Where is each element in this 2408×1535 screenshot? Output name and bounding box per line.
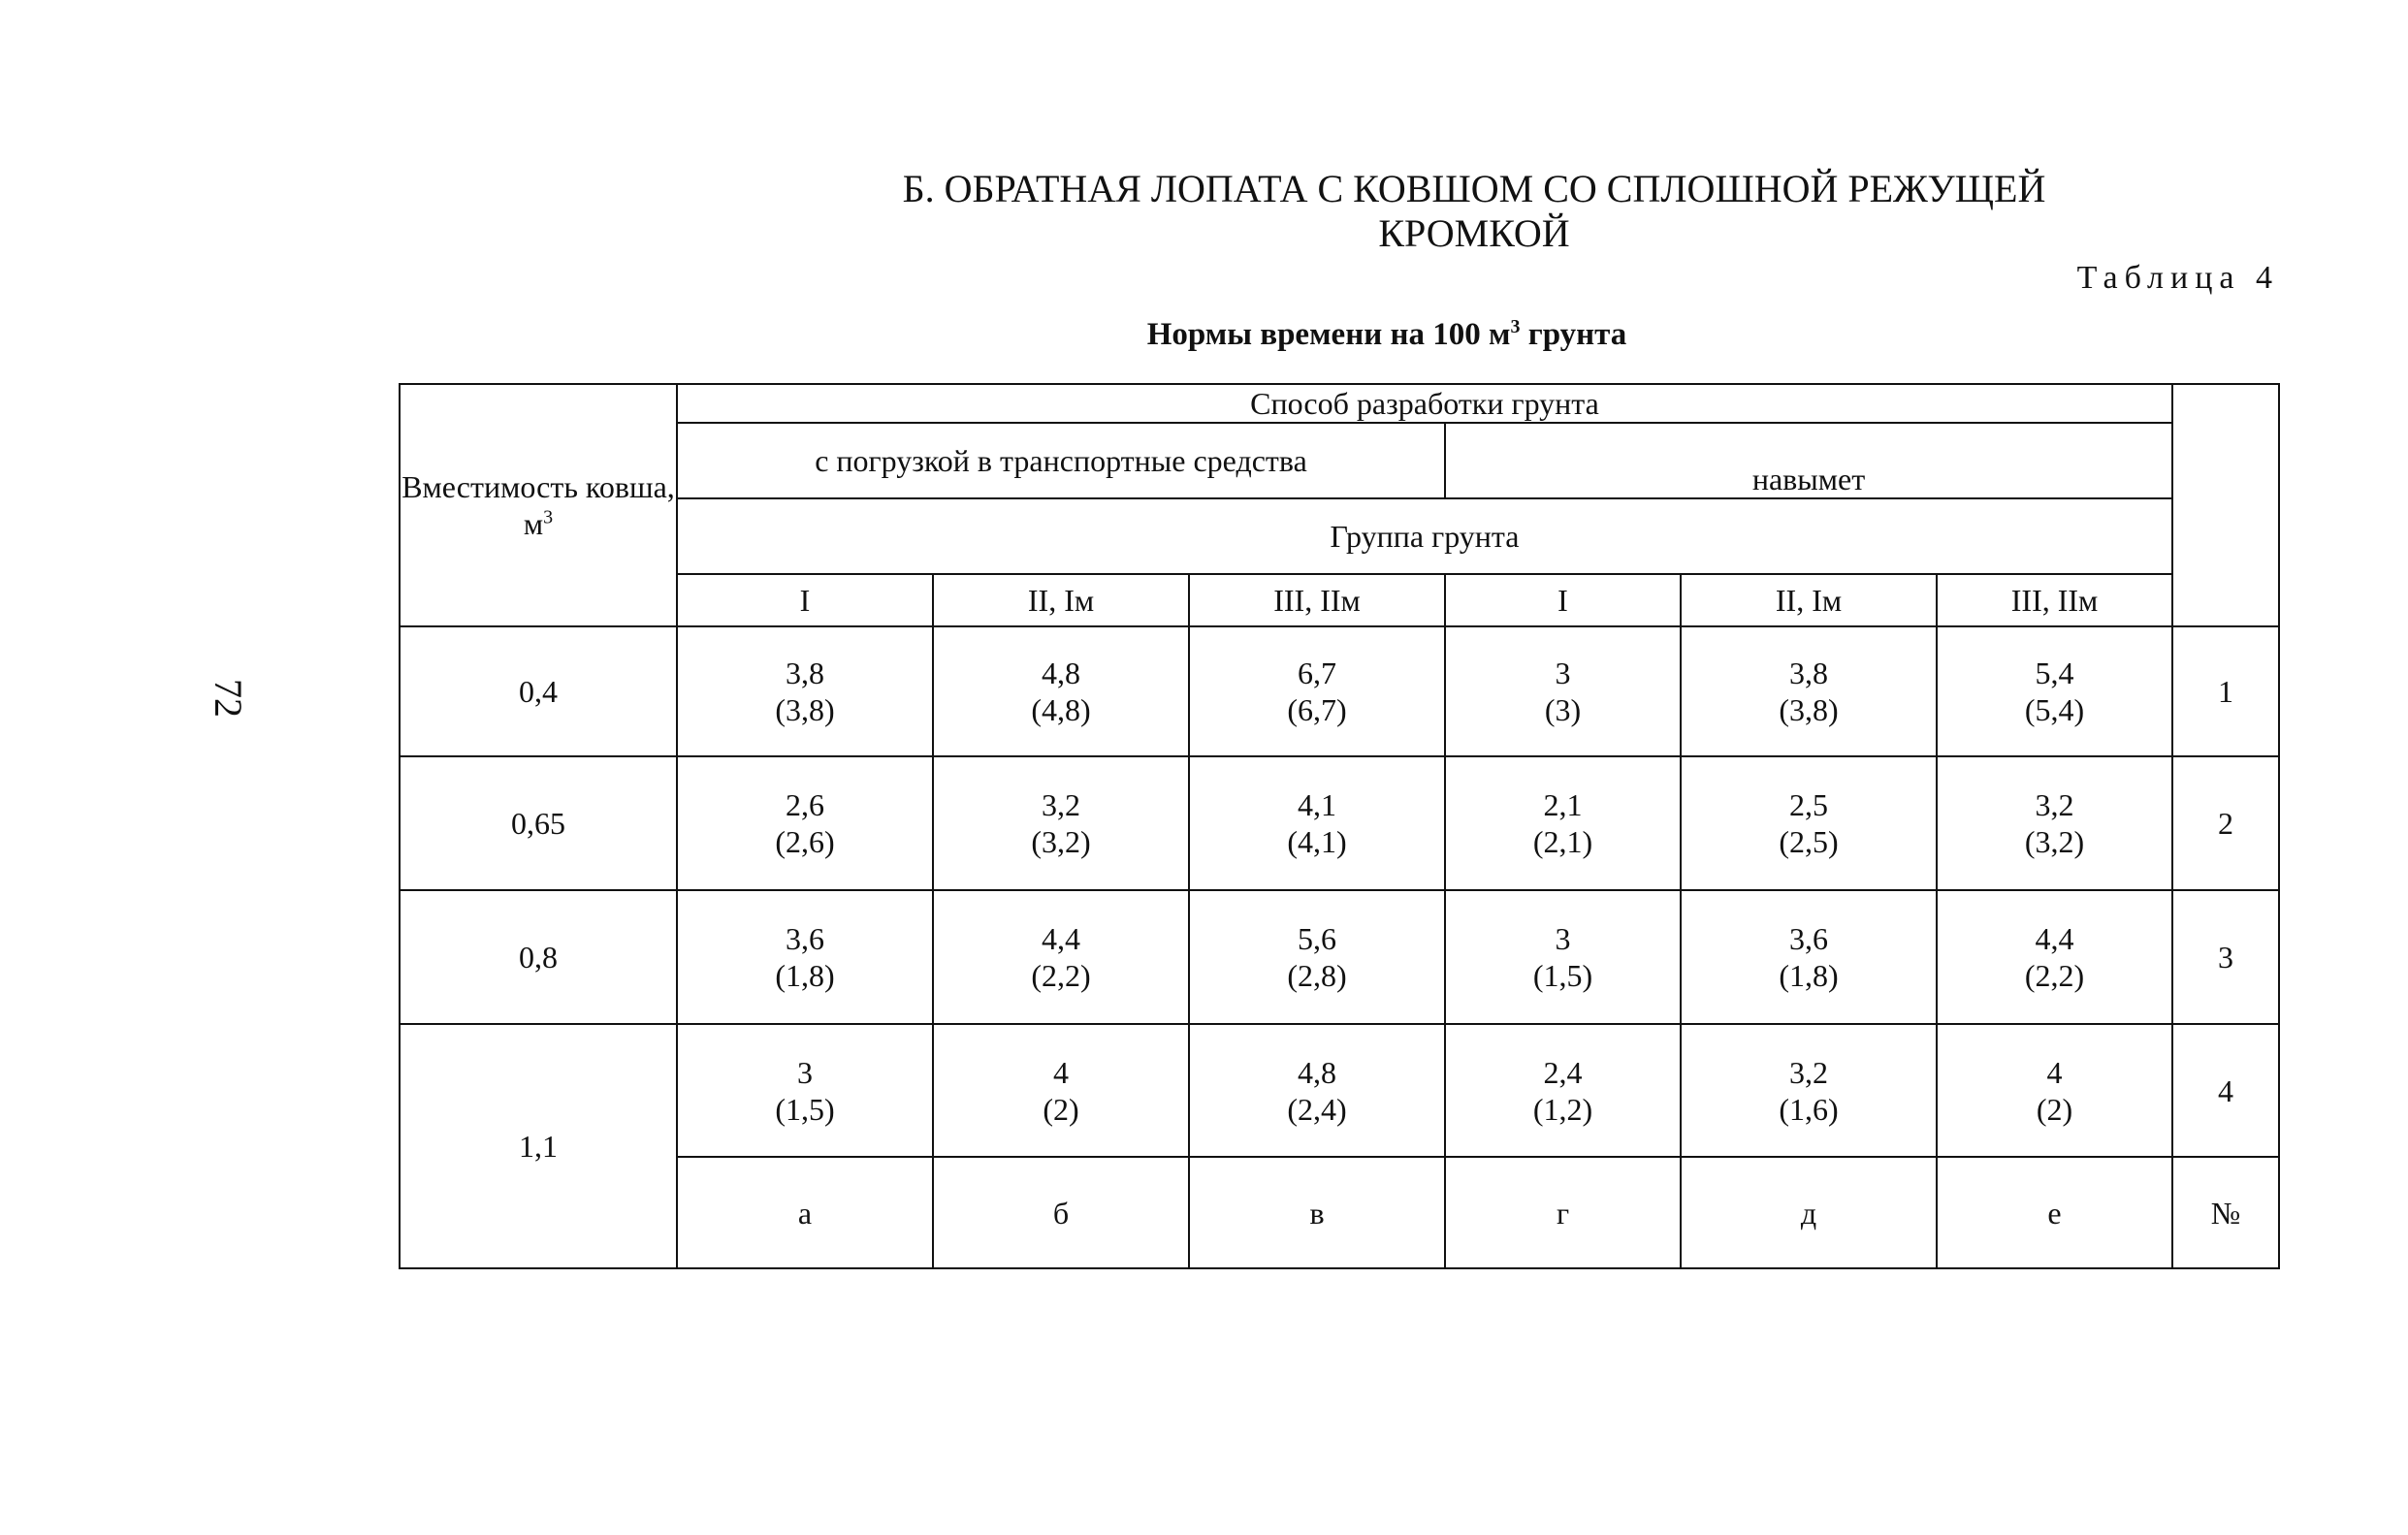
table-row [400, 756, 2279, 890]
value-sub: (2,8) [1287, 958, 1347, 993]
value-cell [1681, 890, 1937, 1024]
row-number-cell: 2 [2172, 756, 2279, 890]
value-sub: (2) [1043, 1091, 1079, 1127]
column-letter-row [400, 1157, 2279, 1268]
row-number-cell: 4 [2172, 1024, 2279, 1157]
value-sub: (3,2) [2024, 824, 2085, 859]
column-letter: г [1445, 1157, 1681, 1268]
value-main: 5,4 [2035, 656, 2074, 690]
column-letter: д [1681, 1157, 1937, 1268]
value-cell [1189, 626, 1445, 756]
value-cell [1937, 890, 2172, 1024]
dump-header [1445, 423, 2172, 498]
column-letter: в [1189, 1157, 1445, 1268]
loading-header: с погрузкой в транспортные средства [677, 423, 1445, 498]
value-main: 3,6 [1789, 921, 1828, 956]
value-sub: (2,2) [2024, 958, 2085, 993]
table-row [400, 1024, 2279, 1157]
value-main: 3 [1555, 656, 1571, 690]
value-cell [933, 1024, 1189, 1157]
value-sub: (1,8) [775, 958, 835, 993]
norms-table [399, 383, 2280, 1269]
row-number-cell: 1 [2172, 626, 2279, 756]
title-line-2: КРОМКОЙ [1378, 211, 1570, 255]
value-sub: (1,5) [1532, 958, 1593, 993]
value-sub: (2,1) [1532, 824, 1593, 859]
value-main: 3,2 [1789, 1054, 1828, 1090]
value-cell [677, 756, 933, 890]
soil-group-5: II, Iм [1681, 574, 1937, 626]
capacity-cell: 1,1 [400, 1024, 677, 1268]
soil-group-4: I [1445, 574, 1681, 626]
caption-text: Нормы времени на 100 м [1146, 317, 1511, 352]
number-sign: № [2172, 1157, 2279, 1268]
value-sub: (4,8) [1031, 692, 1091, 727]
value-main: 5,6 [1298, 921, 1336, 956]
value-sub: (1,6) [1779, 1091, 1839, 1127]
number-column-header [2172, 384, 2279, 626]
value-main: 3,8 [786, 656, 824, 690]
capacity-cell: 0,4 [400, 626, 677, 756]
title-line-1: Б. ОБРАТНАЯ ЛОПАТА С КОВШОМ СО СПЛОШНОЙ РЕЖУЩЕЙ [902, 167, 2046, 210]
page-number: 72 [207, 679, 250, 718]
value-cell [677, 626, 933, 756]
value-main: 3 [1555, 921, 1571, 956]
value-cell [1189, 890, 1445, 1024]
value-cell [933, 756, 1189, 890]
value-cell [1189, 756, 1445, 890]
value-main: 4,4 [1042, 921, 1080, 956]
soil-group-1: I [677, 574, 933, 626]
value-main: 4,8 [1298, 1054, 1336, 1090]
dump-header-text: навымет [1751, 462, 1866, 496]
value-cell [1937, 626, 2172, 756]
value-main: 3,2 [2035, 787, 2074, 822]
table-label: Таблица 4 [2076, 260, 2279, 296]
value-cell [677, 890, 933, 1024]
value-sub: (5,4) [2024, 692, 2085, 727]
value-cell [1189, 1024, 1445, 1157]
value-cell [1937, 756, 2172, 890]
value-cell [1445, 756, 1681, 890]
value-main: 3,8 [1789, 656, 1828, 690]
value-main: 2,5 [1789, 787, 1828, 822]
table-row [400, 626, 2279, 756]
value-sub: (3) [1544, 692, 1582, 727]
page-title [679, 167, 2269, 256]
capacity-header [400, 384, 677, 626]
value-main: 2,1 [1543, 787, 1583, 822]
caption-sup: 3 [1510, 316, 1521, 337]
capacity-header-text: Вместимость ковша, м [401, 469, 675, 541]
value-cell [1681, 626, 1937, 756]
value-main: 4,4 [2035, 921, 2074, 956]
value-main: 2,6 [786, 787, 824, 822]
value-cell [1445, 890, 1681, 1024]
value-main: 3,6 [786, 921, 824, 956]
value-main: 4,1 [1298, 787, 1336, 822]
caption-suffix: грунта [1520, 317, 1627, 352]
method-header: Способ разработки грунта [677, 384, 2172, 423]
value-main: 4 [2046, 1054, 2063, 1090]
capacity-cell: 0,8 [400, 890, 677, 1024]
table-row [400, 890, 2279, 1024]
value-sub: (1,8) [1779, 958, 1839, 993]
value-sub: (2) [2036, 1091, 2073, 1127]
value-main: 2,4 [1543, 1054, 1583, 1090]
value-cell [933, 890, 1189, 1024]
value-cell [1937, 1024, 2172, 1157]
value-sub: (2,6) [775, 824, 835, 859]
soil-group-2: II, Iм [933, 574, 1189, 626]
value-main: 4,8 [1042, 656, 1080, 690]
soil-group-3: III, IIм [1189, 574, 1445, 626]
value-cell [1681, 1024, 1937, 1157]
value-main: 3 [797, 1054, 813, 1090]
value-main: 3,2 [1042, 787, 1080, 822]
value-sub: (2,5) [1779, 824, 1839, 859]
column-letter: а [677, 1157, 933, 1268]
value-sub: (3,2) [1031, 824, 1091, 859]
value-sub: (2,2) [1031, 958, 1091, 993]
value-cell [1681, 756, 1937, 890]
column-letter: е [1937, 1157, 2172, 1268]
capacity-cell: 0,65 [400, 756, 677, 890]
value-sub: (1,2) [1532, 1091, 1593, 1127]
value-cell [933, 626, 1189, 756]
capacity-header-sup: 3 [543, 506, 554, 528]
value-sub: (2,4) [1287, 1091, 1347, 1127]
value-cell [1445, 1024, 1681, 1157]
value-sub: (3,8) [1779, 692, 1839, 727]
value-sub: (4,1) [1287, 824, 1347, 859]
value-main: 4 [1053, 1054, 1069, 1090]
value-sub: (1,5) [775, 1091, 835, 1127]
value-cell [677, 1024, 933, 1157]
value-sub: (6,7) [1287, 692, 1347, 727]
row-number-cell: 3 [2172, 890, 2279, 1024]
value-main: 6,7 [1298, 656, 1336, 690]
column-letter: б [933, 1157, 1189, 1268]
value-sub: (3,8) [775, 692, 835, 727]
soil-group-6: III, IIм [1937, 574, 2172, 626]
value-cell [1445, 626, 1681, 756]
table-caption [1047, 316, 1726, 353]
soil-group-header: Группа грунта [677, 498, 2172, 574]
